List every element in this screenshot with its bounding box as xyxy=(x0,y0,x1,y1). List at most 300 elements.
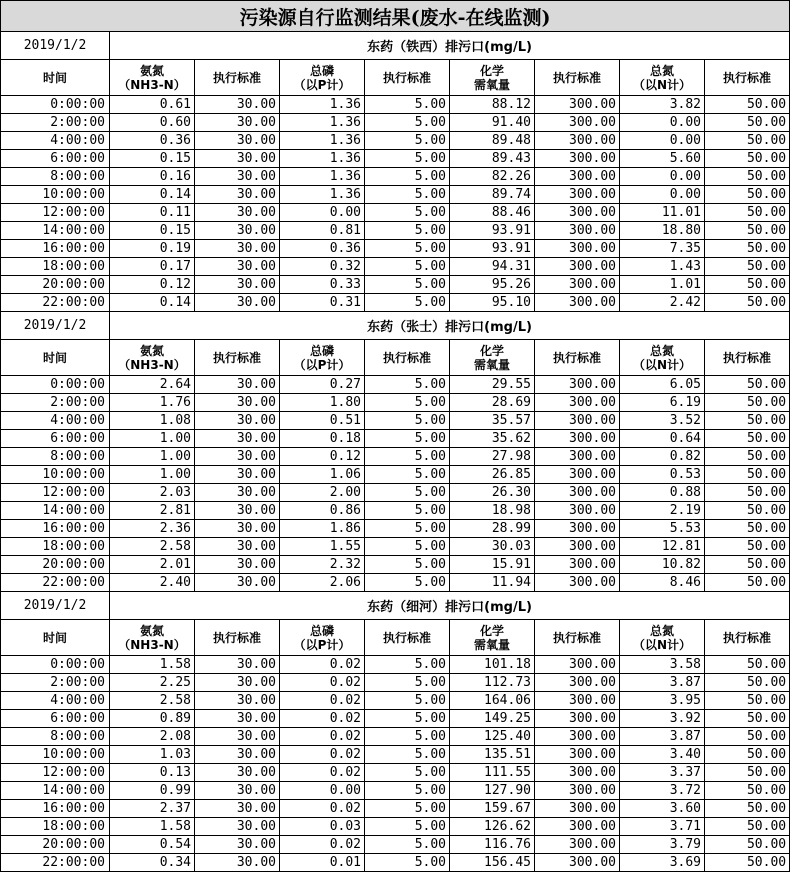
cell-phosphorus-standard: 5.00 xyxy=(365,556,450,574)
cell-cod-standard: 300.00 xyxy=(535,556,620,574)
cell-total-nitrogen: 11.01 xyxy=(620,204,705,222)
cell-total-phosphorus: 2.32 xyxy=(280,556,365,574)
cell-total-phosphorus: 0.02 xyxy=(280,656,365,674)
table-row xyxy=(1,186,790,204)
cell-nitrogen-standard: 50.00 xyxy=(705,556,790,574)
column-header-line: 执行标准 xyxy=(552,630,601,645)
cell-total-phosphorus: 1.36 xyxy=(280,150,365,168)
table-row xyxy=(1,114,790,132)
section-location: 东药（张士）排污口(mg/L) xyxy=(110,312,790,340)
cell-cod-standard: 300.00 xyxy=(535,800,620,818)
cell-total-nitrogen: 12.81 xyxy=(620,538,705,556)
cell-total-nitrogen: 3.40 xyxy=(620,746,705,764)
column-header-total-nitrogen xyxy=(620,60,705,96)
cell-total-nitrogen: 6.19 xyxy=(620,394,705,412)
cell-phosphorus-standard: 5.00 xyxy=(365,728,450,746)
cell-phosphorus-standard: 5.00 xyxy=(365,466,450,484)
cell-total-nitrogen: 0.88 xyxy=(620,484,705,502)
section-date: 2019/1/2 xyxy=(1,312,110,340)
cell-cod-standard: 300.00 xyxy=(535,204,620,222)
column-header-time xyxy=(1,620,110,656)
cell-ammonia-standard: 30.00 xyxy=(195,692,280,710)
cell-phosphorus-standard: 5.00 xyxy=(365,538,450,556)
cell-ammonia-nitrogen: 1.58 xyxy=(110,656,195,674)
cell-ammonia-standard: 30.00 xyxy=(195,502,280,520)
cell-ammonia-nitrogen: 2.36 xyxy=(110,520,195,538)
cell-cod: 159.67 xyxy=(450,800,535,818)
column-header-ammonia-standard xyxy=(195,620,280,656)
cell-nitrogen-standard: 50.00 xyxy=(705,818,790,836)
cell-ammonia-nitrogen: 0.11 xyxy=(110,204,195,222)
column-header-line: 需氧量 xyxy=(473,77,510,92)
cell-cod-standard: 300.00 xyxy=(535,484,620,502)
table-row xyxy=(1,818,790,836)
cell-phosphorus-standard: 5.00 xyxy=(365,276,450,294)
cell-total-nitrogen: 0.82 xyxy=(620,448,705,466)
cell-ammonia-standard: 30.00 xyxy=(195,574,280,592)
cell-cod-standard: 300.00 xyxy=(535,764,620,782)
cell-total-nitrogen: 3.60 xyxy=(620,800,705,818)
cell-cod: 135.51 xyxy=(450,746,535,764)
cell-total-phosphorus: 1.86 xyxy=(280,520,365,538)
cell-cod-standard: 300.00 xyxy=(535,258,620,276)
cell-total-phosphorus: 1.06 xyxy=(280,466,365,484)
cell-cod: 29.55 xyxy=(450,376,535,394)
table-row xyxy=(1,222,790,240)
cell-phosphorus-standard: 5.00 xyxy=(365,412,450,430)
column-header-line: （NH3-N） xyxy=(118,77,186,92)
title-row xyxy=(1,1,790,32)
cell-cod: 149.25 xyxy=(450,710,535,728)
cell-total-nitrogen: 0.00 xyxy=(620,132,705,150)
table-row xyxy=(1,764,790,782)
cell-cod-standard: 300.00 xyxy=(535,186,620,204)
column-header-line: 执行标准 xyxy=(382,350,431,365)
cell-ammonia-nitrogen: 1.00 xyxy=(110,466,195,484)
cell-cod: 88.46 xyxy=(450,204,535,222)
column-header-line: 氨氮 xyxy=(139,63,164,78)
cell-phosphorus-standard: 5.00 xyxy=(365,204,450,222)
cell-nitrogen-standard: 50.00 xyxy=(705,574,790,592)
cell-ammonia-nitrogen: 1.76 xyxy=(110,394,195,412)
cell-cod-standard: 300.00 xyxy=(535,818,620,836)
cell-ammonia-standard: 30.00 xyxy=(195,538,280,556)
table-row xyxy=(1,258,790,276)
column-header-line: 执行标准 xyxy=(723,350,772,365)
cell-phosphorus-standard: 5.00 xyxy=(365,168,450,186)
cell-ammonia-standard: 30.00 xyxy=(195,448,280,466)
cell-ammonia-nitrogen: 1.08 xyxy=(110,412,195,430)
cell-total-nitrogen: 6.05 xyxy=(620,376,705,394)
cell-nitrogen-standard: 50.00 xyxy=(705,222,790,240)
column-header-total-phosphorus xyxy=(280,620,365,656)
cell-total-nitrogen: 3.52 xyxy=(620,412,705,430)
cell-total-phosphorus: 0.02 xyxy=(280,710,365,728)
table-row xyxy=(1,782,790,800)
column-header-time xyxy=(1,60,110,96)
cell-cod: 89.43 xyxy=(450,150,535,168)
cell-phosphorus-standard: 5.00 xyxy=(365,574,450,592)
cell-ammonia-standard: 30.00 xyxy=(195,800,280,818)
cell-nitrogen-standard: 50.00 xyxy=(705,294,790,312)
cell-ammonia-nitrogen: 2.64 xyxy=(110,376,195,394)
cell-total-phosphorus: 1.80 xyxy=(280,394,365,412)
column-header-cod-standard xyxy=(535,620,620,656)
cell-time: 6:00:00 xyxy=(1,430,110,448)
cell-nitrogen-standard: 50.00 xyxy=(705,656,790,674)
table-row xyxy=(1,854,790,872)
cell-ammonia-nitrogen: 2.25 xyxy=(110,674,195,692)
cell-time: 22:00:00 xyxy=(1,854,110,872)
cell-cod: 156.45 xyxy=(450,854,535,872)
column-header-line: （以P计） xyxy=(293,637,351,652)
cell-ammonia-standard: 30.00 xyxy=(195,782,280,800)
cell-ammonia-nitrogen: 0.60 xyxy=(110,114,195,132)
cell-nitrogen-standard: 50.00 xyxy=(705,186,790,204)
column-header-line: （以P计） xyxy=(293,357,351,372)
column-header-ammonia-nitrogen xyxy=(110,620,195,656)
cell-nitrogen-standard: 50.00 xyxy=(705,502,790,520)
cell-ammonia-standard: 30.00 xyxy=(195,656,280,674)
table-row xyxy=(1,466,790,484)
cell-cod-standard: 300.00 xyxy=(535,430,620,448)
section-date: 2019/1/2 xyxy=(1,32,110,60)
cell-total-phosphorus: 0.51 xyxy=(280,412,365,430)
cell-cod: 91.40 xyxy=(450,114,535,132)
cell-ammonia-nitrogen: 0.13 xyxy=(110,764,195,782)
column-header-line: （以N计） xyxy=(632,637,692,652)
cell-cod: 35.62 xyxy=(450,430,535,448)
cell-ammonia-standard: 30.00 xyxy=(195,556,280,574)
cell-total-nitrogen: 1.01 xyxy=(620,276,705,294)
table-row xyxy=(1,656,790,674)
cell-ammonia-nitrogen: 0.99 xyxy=(110,782,195,800)
table-row xyxy=(1,294,790,312)
cell-nitrogen-standard: 50.00 xyxy=(705,836,790,854)
cell-total-phosphorus: 2.06 xyxy=(280,574,365,592)
cell-cod-standard: 300.00 xyxy=(535,114,620,132)
cell-cod-standard: 300.00 xyxy=(535,728,620,746)
cell-time: 12:00:00 xyxy=(1,484,110,502)
cell-cod-standard: 300.00 xyxy=(535,276,620,294)
column-header-cod xyxy=(450,620,535,656)
cell-total-nitrogen: 0.64 xyxy=(620,430,705,448)
cell-phosphorus-standard: 5.00 xyxy=(365,674,450,692)
cell-time: 8:00:00 xyxy=(1,728,110,746)
cell-nitrogen-standard: 50.00 xyxy=(705,538,790,556)
cell-cod: 95.26 xyxy=(450,276,535,294)
cell-total-phosphorus: 0.02 xyxy=(280,800,365,818)
cell-ammonia-standard: 30.00 xyxy=(195,854,280,872)
cell-total-phosphorus: 0.02 xyxy=(280,764,365,782)
table-row xyxy=(1,502,790,520)
cell-total-phosphorus: 0.01 xyxy=(280,854,365,872)
cell-total-nitrogen: 3.37 xyxy=(620,764,705,782)
cell-time: 10:00:00 xyxy=(1,466,110,484)
cell-total-phosphorus: 1.36 xyxy=(280,114,365,132)
cell-ammonia-nitrogen: 2.40 xyxy=(110,574,195,592)
column-header-phosphorus-standard xyxy=(365,620,450,656)
cell-cod-standard: 300.00 xyxy=(535,746,620,764)
cell-total-phosphorus: 0.02 xyxy=(280,728,365,746)
cell-total-phosphorus: 0.12 xyxy=(280,448,365,466)
cell-phosphorus-standard: 5.00 xyxy=(365,240,450,258)
cell-ammonia-nitrogen: 1.58 xyxy=(110,818,195,836)
table-row xyxy=(1,276,790,294)
cell-cod: 15.91 xyxy=(450,556,535,574)
cell-time: 22:00:00 xyxy=(1,574,110,592)
column-header-time xyxy=(1,340,110,376)
cell-ammonia-nitrogen: 0.16 xyxy=(110,168,195,186)
cell-ammonia-standard: 30.00 xyxy=(195,764,280,782)
cell-phosphorus-standard: 5.00 xyxy=(365,800,450,818)
cell-ammonia-standard: 30.00 xyxy=(195,186,280,204)
column-header-ammonia-nitrogen xyxy=(110,60,195,96)
cell-time: 20:00:00 xyxy=(1,836,110,854)
cell-nitrogen-standard: 50.00 xyxy=(705,728,790,746)
cell-total-nitrogen: 3.69 xyxy=(620,854,705,872)
cell-total-phosphorus: 1.55 xyxy=(280,538,365,556)
cell-phosphorus-standard: 5.00 xyxy=(365,502,450,520)
section-header-row xyxy=(1,32,790,60)
cell-ammonia-nitrogen: 2.58 xyxy=(110,538,195,556)
cell-cod-standard: 300.00 xyxy=(535,294,620,312)
column-header-line: （以P计） xyxy=(293,77,351,92)
cell-cod-standard: 300.00 xyxy=(535,240,620,258)
cell-ammonia-nitrogen: 0.19 xyxy=(110,240,195,258)
column-header-line: （NH3-N） xyxy=(118,357,186,372)
column-header-line: 需氧量 xyxy=(473,357,510,372)
cell-ammonia-standard: 30.00 xyxy=(195,484,280,502)
cell-cod: 94.31 xyxy=(450,258,535,276)
cell-time: 10:00:00 xyxy=(1,746,110,764)
cell-ammonia-nitrogen: 2.03 xyxy=(110,484,195,502)
column-header-row xyxy=(1,340,790,376)
column-header-line: 时间 xyxy=(42,70,67,85)
column-header-line: 氨氮 xyxy=(139,623,164,638)
cell-ammonia-standard: 30.00 xyxy=(195,394,280,412)
cell-ammonia-nitrogen: 0.61 xyxy=(110,96,195,114)
cell-cod-standard: 300.00 xyxy=(535,520,620,538)
column-header-line: 总磷 xyxy=(309,343,334,358)
cell-ammonia-standard: 30.00 xyxy=(195,376,280,394)
cell-phosphorus-standard: 5.00 xyxy=(365,448,450,466)
cell-cod: 18.98 xyxy=(450,502,535,520)
cell-nitrogen-standard: 50.00 xyxy=(705,132,790,150)
column-header-ammonia-standard xyxy=(195,60,280,96)
cell-total-phosphorus: 0.27 xyxy=(280,376,365,394)
column-header-line: 执行标准 xyxy=(552,350,601,365)
table-row xyxy=(1,538,790,556)
cell-time: 0:00:00 xyxy=(1,96,110,114)
cell-phosphorus-standard: 5.00 xyxy=(365,186,450,204)
cell-total-phosphorus: 1.36 xyxy=(280,96,365,114)
cell-nitrogen-standard: 50.00 xyxy=(705,168,790,186)
cell-ammonia-standard: 30.00 xyxy=(195,150,280,168)
cell-ammonia-standard: 30.00 xyxy=(195,258,280,276)
cell-nitrogen-standard: 50.00 xyxy=(705,276,790,294)
cell-ammonia-standard: 30.00 xyxy=(195,276,280,294)
column-header-cod-standard xyxy=(535,340,620,376)
cell-nitrogen-standard: 50.00 xyxy=(705,412,790,430)
cell-cod: 101.18 xyxy=(450,656,535,674)
column-header-phosphorus-standard xyxy=(365,60,450,96)
cell-total-phosphorus: 0.02 xyxy=(280,746,365,764)
table-row xyxy=(1,710,790,728)
cell-cod-standard: 300.00 xyxy=(535,836,620,854)
cell-time: 2:00:00 xyxy=(1,674,110,692)
column-header-line: 氨氮 xyxy=(139,343,164,358)
column-header-line: 化学 xyxy=(479,343,504,358)
cell-phosphorus-standard: 5.00 xyxy=(365,520,450,538)
cell-ammonia-standard: 30.00 xyxy=(195,746,280,764)
cell-ammonia-standard: 30.00 xyxy=(195,132,280,150)
cell-phosphorus-standard: 5.00 xyxy=(365,782,450,800)
table-row xyxy=(1,484,790,502)
cell-phosphorus-standard: 5.00 xyxy=(365,692,450,710)
cell-total-nitrogen: 10.82 xyxy=(620,556,705,574)
cell-nitrogen-standard: 50.00 xyxy=(705,466,790,484)
cell-phosphorus-standard: 5.00 xyxy=(365,836,450,854)
cell-nitrogen-standard: 50.00 xyxy=(705,674,790,692)
column-header-line: 执行标准 xyxy=(212,630,261,645)
cell-cod-standard: 300.00 xyxy=(535,448,620,466)
cell-phosphorus-standard: 5.00 xyxy=(365,394,450,412)
cell-total-nitrogen: 18.80 xyxy=(620,222,705,240)
cell-cod: 28.99 xyxy=(450,520,535,538)
cell-cod-standard: 300.00 xyxy=(535,502,620,520)
cell-time: 8:00:00 xyxy=(1,168,110,186)
table-row xyxy=(1,574,790,592)
cell-cod: 28.69 xyxy=(450,394,535,412)
column-header-ammonia-standard xyxy=(195,340,280,376)
column-header-line: 总磷 xyxy=(309,63,334,78)
cell-nitrogen-standard: 50.00 xyxy=(705,782,790,800)
table-row xyxy=(1,836,790,854)
cell-ammonia-standard: 30.00 xyxy=(195,222,280,240)
cell-ammonia-standard: 30.00 xyxy=(195,818,280,836)
cell-total-nitrogen: 5.60 xyxy=(620,150,705,168)
cell-nitrogen-standard: 50.00 xyxy=(705,710,790,728)
cell-cod-standard: 300.00 xyxy=(535,412,620,430)
cell-ammonia-standard: 30.00 xyxy=(195,96,280,114)
cell-ammonia-standard: 30.00 xyxy=(195,168,280,186)
cell-ammonia-nitrogen: 2.58 xyxy=(110,692,195,710)
column-header-line: （以N计） xyxy=(632,77,692,92)
column-header-line: 执行标准 xyxy=(382,630,431,645)
table-row xyxy=(1,674,790,692)
table-row xyxy=(1,728,790,746)
cell-total-nitrogen: 3.58 xyxy=(620,656,705,674)
cell-cod-standard: 300.00 xyxy=(535,376,620,394)
cell-cod: 126.62 xyxy=(450,818,535,836)
cell-time: 4:00:00 xyxy=(1,132,110,150)
column-header-line: 执行标准 xyxy=(723,70,772,85)
cell-ammonia-nitrogen: 2.37 xyxy=(110,800,195,818)
cell-cod-standard: 300.00 xyxy=(535,150,620,168)
column-header-total-phosphorus xyxy=(280,340,365,376)
cell-cod: 93.91 xyxy=(450,240,535,258)
column-header-line: 化学 xyxy=(479,63,504,78)
cell-ammonia-nitrogen: 0.89 xyxy=(110,710,195,728)
cell-total-phosphorus: 0.00 xyxy=(280,782,365,800)
cell-time: 4:00:00 xyxy=(1,692,110,710)
cell-ammonia-standard: 30.00 xyxy=(195,204,280,222)
table-row xyxy=(1,556,790,574)
cell-total-phosphorus: 0.32 xyxy=(280,258,365,276)
cell-total-phosphorus: 1.36 xyxy=(280,132,365,150)
cell-total-phosphorus: 0.31 xyxy=(280,294,365,312)
cell-phosphorus-standard: 5.00 xyxy=(365,854,450,872)
cell-ammonia-nitrogen: 0.15 xyxy=(110,150,195,168)
sheet-title: 污染源自行监测结果(废水-在线监测) xyxy=(1,1,790,32)
cell-total-nitrogen: 0.00 xyxy=(620,186,705,204)
cell-ammonia-standard: 30.00 xyxy=(195,294,280,312)
cell-ammonia-nitrogen: 0.54 xyxy=(110,836,195,854)
cell-cod: 89.48 xyxy=(450,132,535,150)
cell-nitrogen-standard: 50.00 xyxy=(705,692,790,710)
cell-ammonia-standard: 30.00 xyxy=(195,710,280,728)
column-header-row xyxy=(1,60,790,96)
cell-time: 16:00:00 xyxy=(1,800,110,818)
table-row xyxy=(1,168,790,186)
section-location: 东药（细河）排污口(mg/L) xyxy=(110,592,790,620)
cell-phosphorus-standard: 5.00 xyxy=(365,430,450,448)
cell-ammonia-nitrogen: 2.81 xyxy=(110,502,195,520)
cell-total-phosphorus: 1.36 xyxy=(280,186,365,204)
cell-time: 8:00:00 xyxy=(1,448,110,466)
column-header-total-nitrogen xyxy=(620,620,705,656)
cell-time: 18:00:00 xyxy=(1,538,110,556)
table-row xyxy=(1,376,790,394)
cell-total-nitrogen: 7.35 xyxy=(620,240,705,258)
cell-total-phosphorus: 0.33 xyxy=(280,276,365,294)
column-header-row xyxy=(1,620,790,656)
column-header-line: 执行标准 xyxy=(723,630,772,645)
cell-total-nitrogen: 3.79 xyxy=(620,836,705,854)
cell-total-phosphorus: 0.02 xyxy=(280,692,365,710)
table-row xyxy=(1,746,790,764)
column-header-line: 时间 xyxy=(42,630,67,645)
cell-cod: 127.90 xyxy=(450,782,535,800)
column-header-line: 执行标准 xyxy=(552,70,601,85)
cell-phosphorus-standard: 5.00 xyxy=(365,710,450,728)
column-header-line: 需氧量 xyxy=(473,637,510,652)
cell-cod-standard: 300.00 xyxy=(535,538,620,556)
section-location: 东药（铁西）排污口(mg/L) xyxy=(110,32,790,60)
cell-nitrogen-standard: 50.00 xyxy=(705,240,790,258)
cell-ammonia-nitrogen: 0.14 xyxy=(110,294,195,312)
cell-time: 18:00:00 xyxy=(1,258,110,276)
cell-phosphorus-standard: 5.00 xyxy=(365,484,450,502)
cell-cod: 35.57 xyxy=(450,412,535,430)
cell-ammonia-standard: 30.00 xyxy=(195,520,280,538)
cell-nitrogen-standard: 50.00 xyxy=(705,376,790,394)
cell-cod: 112.73 xyxy=(450,674,535,692)
cell-time: 14:00:00 xyxy=(1,782,110,800)
cell-total-phosphorus: 0.02 xyxy=(280,836,365,854)
table-row xyxy=(1,96,790,114)
cell-total-nitrogen: 3.72 xyxy=(620,782,705,800)
cell-ammonia-standard: 30.00 xyxy=(195,430,280,448)
cell-cod: 111.55 xyxy=(450,764,535,782)
table-row xyxy=(1,692,790,710)
cell-nitrogen-standard: 50.00 xyxy=(705,520,790,538)
cell-ammonia-standard: 30.00 xyxy=(195,412,280,430)
column-header-total-phosphorus xyxy=(280,60,365,96)
cell-phosphorus-standard: 5.00 xyxy=(365,96,450,114)
cell-phosphorus-standard: 5.00 xyxy=(365,294,450,312)
